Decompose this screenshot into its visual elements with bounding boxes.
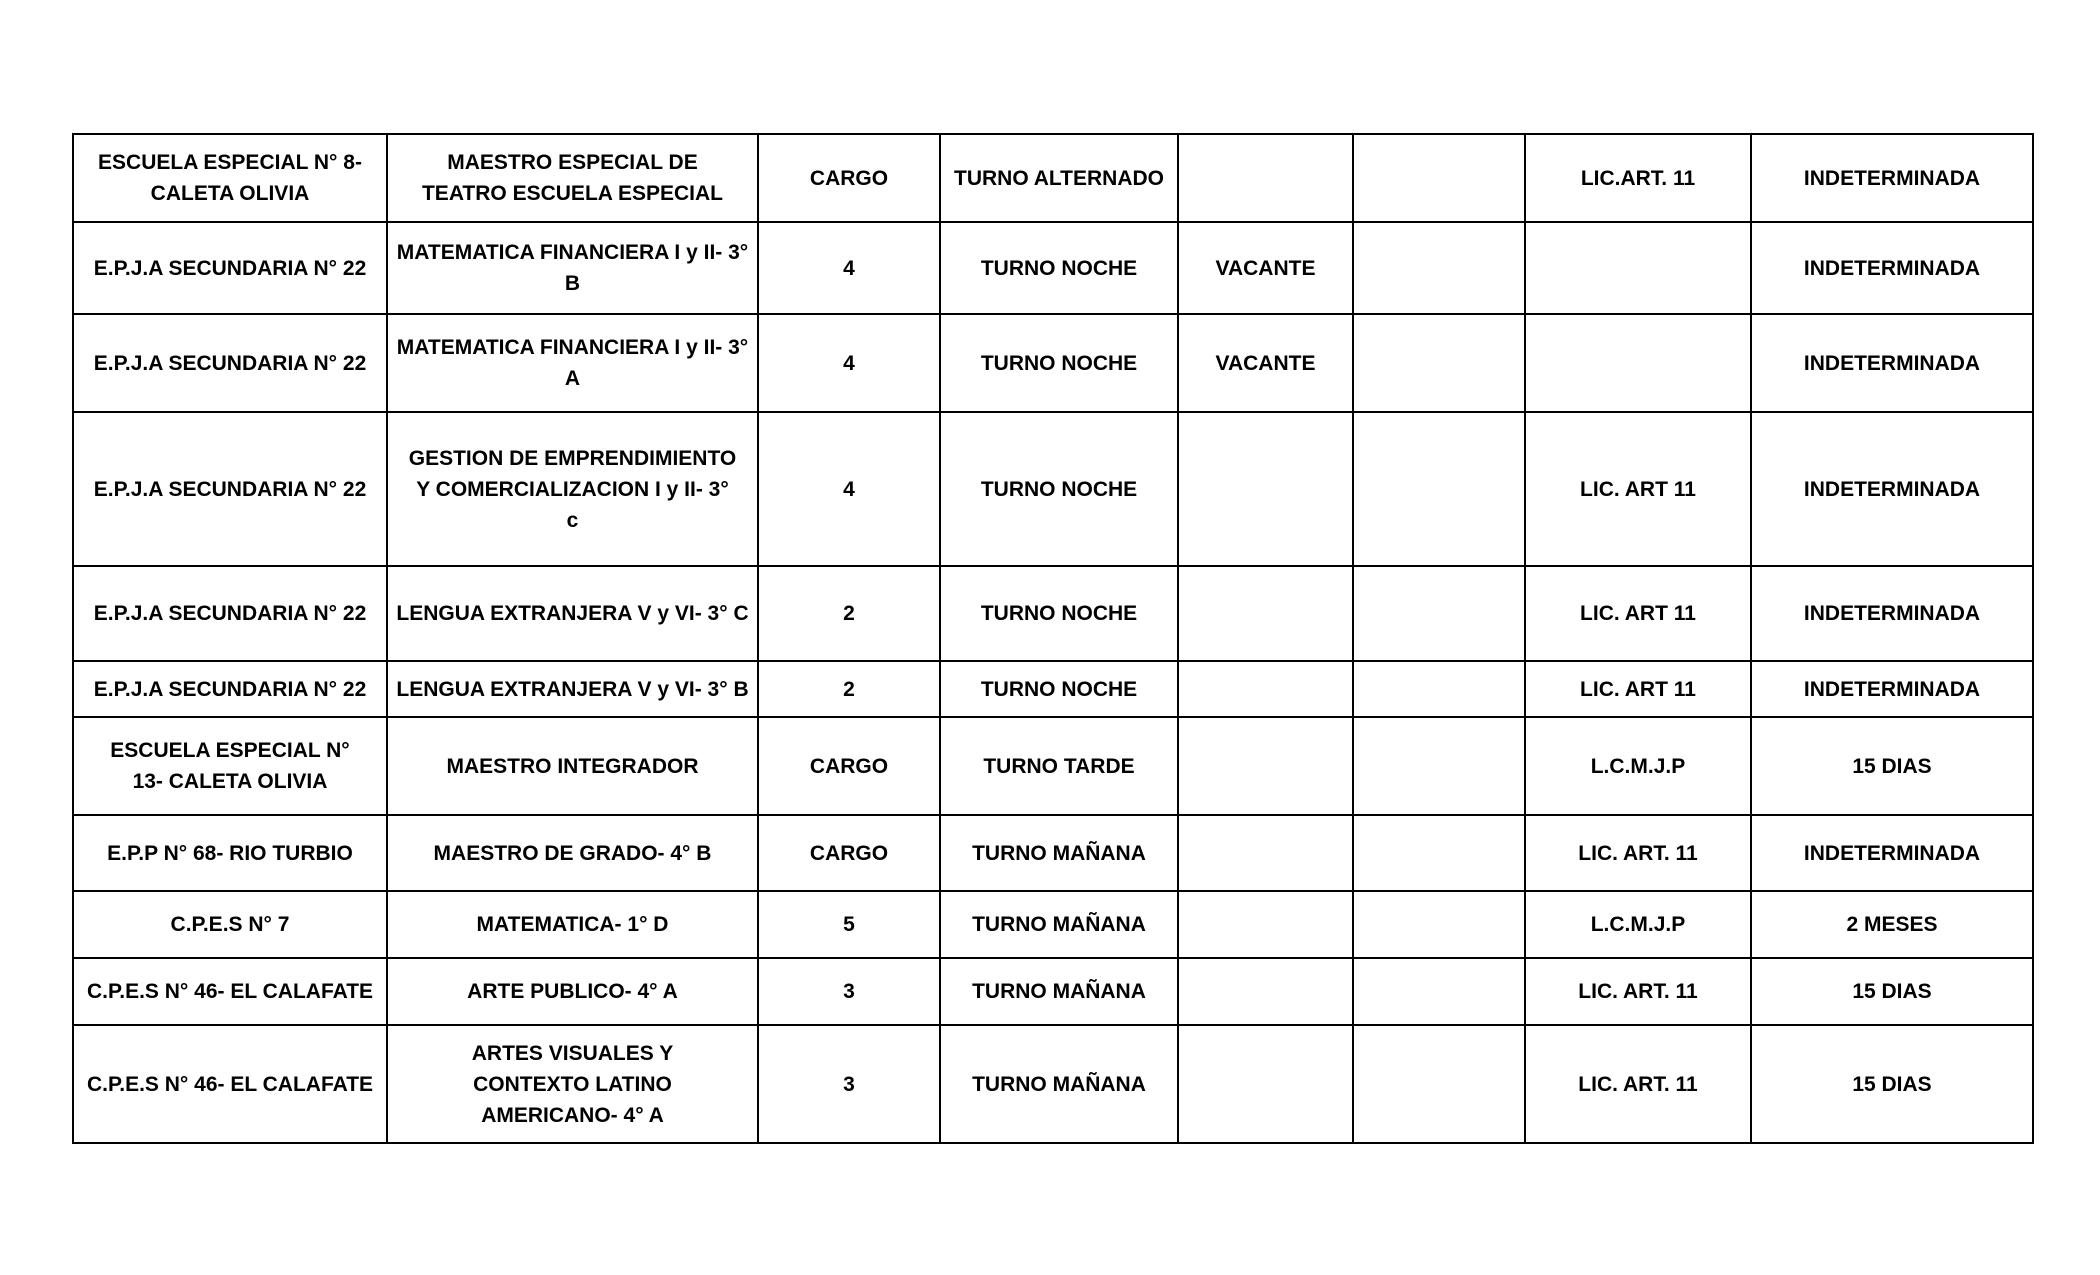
shift-cell: TURNO NOCHE (940, 566, 1178, 661)
reason-cell: LIC. ART. 11 (1525, 958, 1751, 1025)
shift-cell: TURNO MAÑANA (940, 958, 1178, 1025)
extra-cell (1353, 1025, 1525, 1143)
duration-cell: 15 DIAS (1751, 1025, 2033, 1143)
status-cell (1178, 661, 1353, 717)
table-row (73, 566, 2033, 661)
reason-cell: LIC. ART. 11 (1525, 1025, 1751, 1143)
table-row (73, 958, 2033, 1025)
extra-cell (1353, 958, 1525, 1025)
shift-cell: TURNO NOCHE (940, 222, 1178, 314)
status-cell (1178, 958, 1353, 1025)
school-cell: E.P.J.A SECUNDARIA N° 22 (73, 566, 387, 661)
school-cell: ESCUELA ESPECIAL N° 8- CALETA OLIVIA (73, 134, 387, 222)
status-cell (1178, 566, 1353, 661)
reason-cell: LIC. ART 11 (1525, 661, 1751, 717)
extra-cell (1353, 412, 1525, 566)
shift-cell: TURNO NOCHE (940, 412, 1178, 566)
table-row (73, 815, 2033, 891)
hours-cell: 4 (758, 314, 940, 412)
extra-cell (1353, 815, 1525, 891)
shift-cell: TURNO MAÑANA (940, 891, 1178, 958)
shift-cell: TURNO ALTERNADO (940, 134, 1178, 222)
school-cell: E.P.J.A SECUNDARIA N° 22 (73, 222, 387, 314)
hours-cell: CARGO (758, 134, 940, 222)
table-row (73, 222, 2033, 314)
status-cell: VACANTE (1178, 222, 1353, 314)
extra-cell (1353, 314, 1525, 412)
hours-cell: CARGO (758, 815, 940, 891)
reason-cell: L.C.M.J.P (1525, 717, 1751, 815)
shift-cell: TURNO NOCHE (940, 661, 1178, 717)
position-cell: MATEMATICA FINANCIERA I y II- 3° B (387, 222, 758, 314)
status-cell (1178, 412, 1353, 566)
status-cell (1178, 134, 1353, 222)
position-cell: MATEMATICA- 1° D (387, 891, 758, 958)
shift-cell: TURNO MAÑANA (940, 1025, 1178, 1143)
position-cell: LENGUA EXTRANJERA V y VI- 3° C (387, 566, 758, 661)
position-cell: LENGUA EXTRANJERA V y VI- 3° B (387, 661, 758, 717)
duration-cell: INDETERMINADA (1751, 134, 2033, 222)
position-cell: MAESTRO INTEGRADOR (387, 717, 758, 815)
table-row (73, 661, 2033, 717)
reason-cell: LIC. ART 11 (1525, 566, 1751, 661)
status-cell (1178, 891, 1353, 958)
school-cell: E.P.J.A SECUNDARIA N° 22 (73, 314, 387, 412)
position-cell: GESTION DE EMPRENDIMIENTO Y COMERCIALIZACION I y II- 3° c (387, 412, 758, 566)
extra-cell (1353, 566, 1525, 661)
status-cell (1178, 815, 1353, 891)
extra-cell (1353, 222, 1525, 314)
hours-cell: 4 (758, 412, 940, 566)
hours-cell: CARGO (758, 717, 940, 815)
table-row (73, 134, 2033, 222)
hours-cell: 2 (758, 566, 940, 661)
duration-cell: INDETERMINADA (1751, 314, 2033, 412)
duration-cell: INDETERMINADA (1751, 815, 2033, 891)
duration-cell: 2 MESES (1751, 891, 2033, 958)
vacancy-table (72, 133, 2034, 1144)
hours-cell: 3 (758, 1025, 940, 1143)
shift-cell: TURNO MAÑANA (940, 815, 1178, 891)
extra-cell (1353, 717, 1525, 815)
table-row (73, 1025, 2033, 1143)
position-cell: MAESTRO DE GRADO- 4° B (387, 815, 758, 891)
status-cell (1178, 1025, 1353, 1143)
school-cell: E.P.J.A SECUNDARIA N° 22 (73, 412, 387, 566)
duration-cell: 15 DIAS (1751, 958, 2033, 1025)
school-cell: E.P.J.A SECUNDARIA N° 22 (73, 661, 387, 717)
reason-cell: LIC. ART. 11 (1525, 815, 1751, 891)
table-row (73, 412, 2033, 566)
status-cell: VACANTE (1178, 314, 1353, 412)
position-cell: ARTE PUBLICO- 4° A (387, 958, 758, 1025)
extra-cell (1353, 891, 1525, 958)
hours-cell: 5 (758, 891, 940, 958)
table-row (73, 314, 2033, 412)
status-cell (1178, 717, 1353, 815)
school-cell: ESCUELA ESPECIAL N° 13- CALETA OLIVIA (73, 717, 387, 815)
shift-cell: TURNO TARDE (940, 717, 1178, 815)
vacancy-table-sheet (72, 133, 2032, 1144)
reason-cell: LIC.ART. 11 (1525, 134, 1751, 222)
reason-cell (1525, 314, 1751, 412)
table-row (73, 717, 2033, 815)
duration-cell: INDETERMINADA (1751, 412, 2033, 566)
hours-cell: 3 (758, 958, 940, 1025)
school-cell: E.P.P N° 68- RIO TURBIO (73, 815, 387, 891)
duration-cell: INDETERMINADA (1751, 661, 2033, 717)
school-cell: C.P.E.S N° 46- EL CALAFATE (73, 958, 387, 1025)
extra-cell (1353, 661, 1525, 717)
shift-cell: TURNO NOCHE (940, 314, 1178, 412)
table-row (73, 891, 2033, 958)
school-cell: C.P.E.S N° 7 (73, 891, 387, 958)
reason-cell: LIC. ART 11 (1525, 412, 1751, 566)
position-cell: MATEMATICA FINANCIERA I y II- 3° A (387, 314, 758, 412)
hours-cell: 2 (758, 661, 940, 717)
duration-cell: INDETERMINADA (1751, 566, 2033, 661)
school-cell: C.P.E.S N° 46- EL CALAFATE (73, 1025, 387, 1143)
duration-cell: 15 DIAS (1751, 717, 2033, 815)
duration-cell: INDETERMINADA (1751, 222, 2033, 314)
position-cell: MAESTRO ESPECIAL DE TEATRO ESCUELA ESPECIAL (387, 134, 758, 222)
position-cell: ARTES VISUALES Y CONTEXTO LATINO AMERICANO- 4° A (387, 1025, 758, 1143)
reason-cell: L.C.M.J.P (1525, 891, 1751, 958)
hours-cell: 4 (758, 222, 940, 314)
extra-cell (1353, 134, 1525, 222)
reason-cell (1525, 222, 1751, 314)
